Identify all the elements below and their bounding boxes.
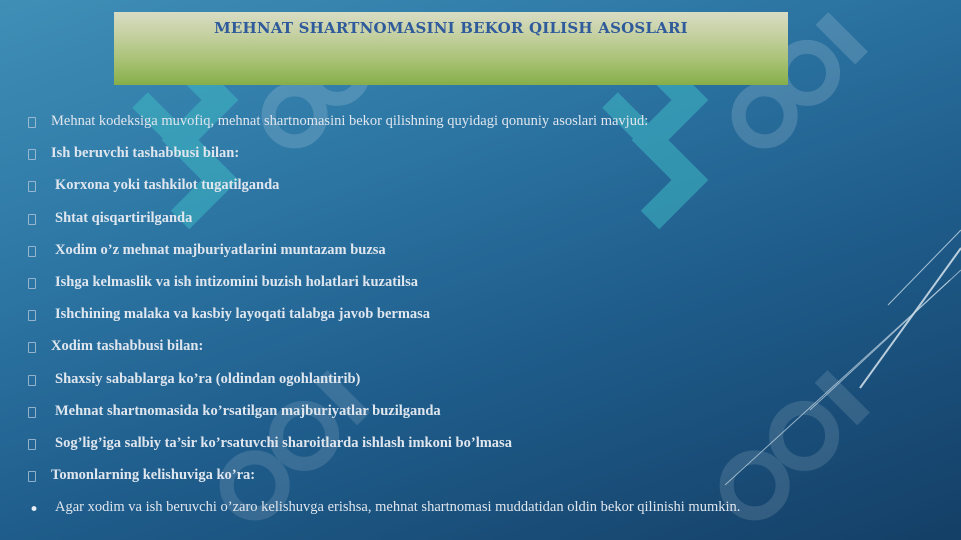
bullet-icon xyxy=(28,439,36,450)
bullet-icon xyxy=(28,278,36,289)
bullet-icon xyxy=(28,117,36,128)
content-list xyxy=(28,108,948,526)
bullet-icon xyxy=(28,375,36,386)
list-item: Sog’lig’iga salbiy ta’sir ko’rsatuvchi sharoitlarda ishlash imkoni bo’lmasa xyxy=(28,430,948,462)
bullet-icon xyxy=(28,214,36,225)
list-item: Mehnat kodeksiga muvofiq, mehnat shartnomasini bekor qilishning quyidagi qonuniy asoslari mavjud: xyxy=(28,108,948,140)
list-item: Korxona yoki tashkilot tugatilganda xyxy=(28,172,948,204)
list-item: Tomonlarning kelishuviga ko’ra: xyxy=(28,462,948,494)
list-item: Shaxsiy sabablarga ko’ra (oldindan ogohlantirib) xyxy=(28,366,948,398)
bullet-icon xyxy=(28,149,36,160)
title-bar xyxy=(114,12,788,85)
list-item: Xodim o’z mehnat majburiyatlarini muntazam buzsa xyxy=(28,237,948,269)
bullet-icon xyxy=(28,342,36,353)
bullet-icon xyxy=(28,246,36,257)
bullet-dot-icon: • xyxy=(29,500,40,521)
slide-title: MEHNAT SHARTNOMASINI BEKOR QILISH ASOSLARI xyxy=(214,19,688,37)
bullet-icon xyxy=(28,310,36,321)
list-item: Shtat qisqartirilganda xyxy=(28,205,948,237)
list-item: Ishga kelmaslik va ish intizomini buzish holatlari kuzatilsa xyxy=(28,269,948,301)
list-item: Ish beruvchi tashabbusi bilan: xyxy=(28,140,948,172)
bullet-icon xyxy=(28,407,36,418)
list-item: • Agar xodim va ish beruvchi o’zaro kelishuvga erishsa, mehnat shartnomasi muddatidan oldin bekor qilinishi mumkin. xyxy=(29,499,741,521)
list-item: Xodim tashabbusi bilan: xyxy=(28,333,948,365)
bullet-icon xyxy=(28,471,36,482)
list-item: Mehnat shartnomasida ko’rsatilgan majburiyatlar buzilganda xyxy=(28,398,948,430)
bullet-icon xyxy=(28,181,36,192)
list-item: Ishchining malaka va kasbiy layoqati talabga javob bermasa xyxy=(28,301,948,333)
